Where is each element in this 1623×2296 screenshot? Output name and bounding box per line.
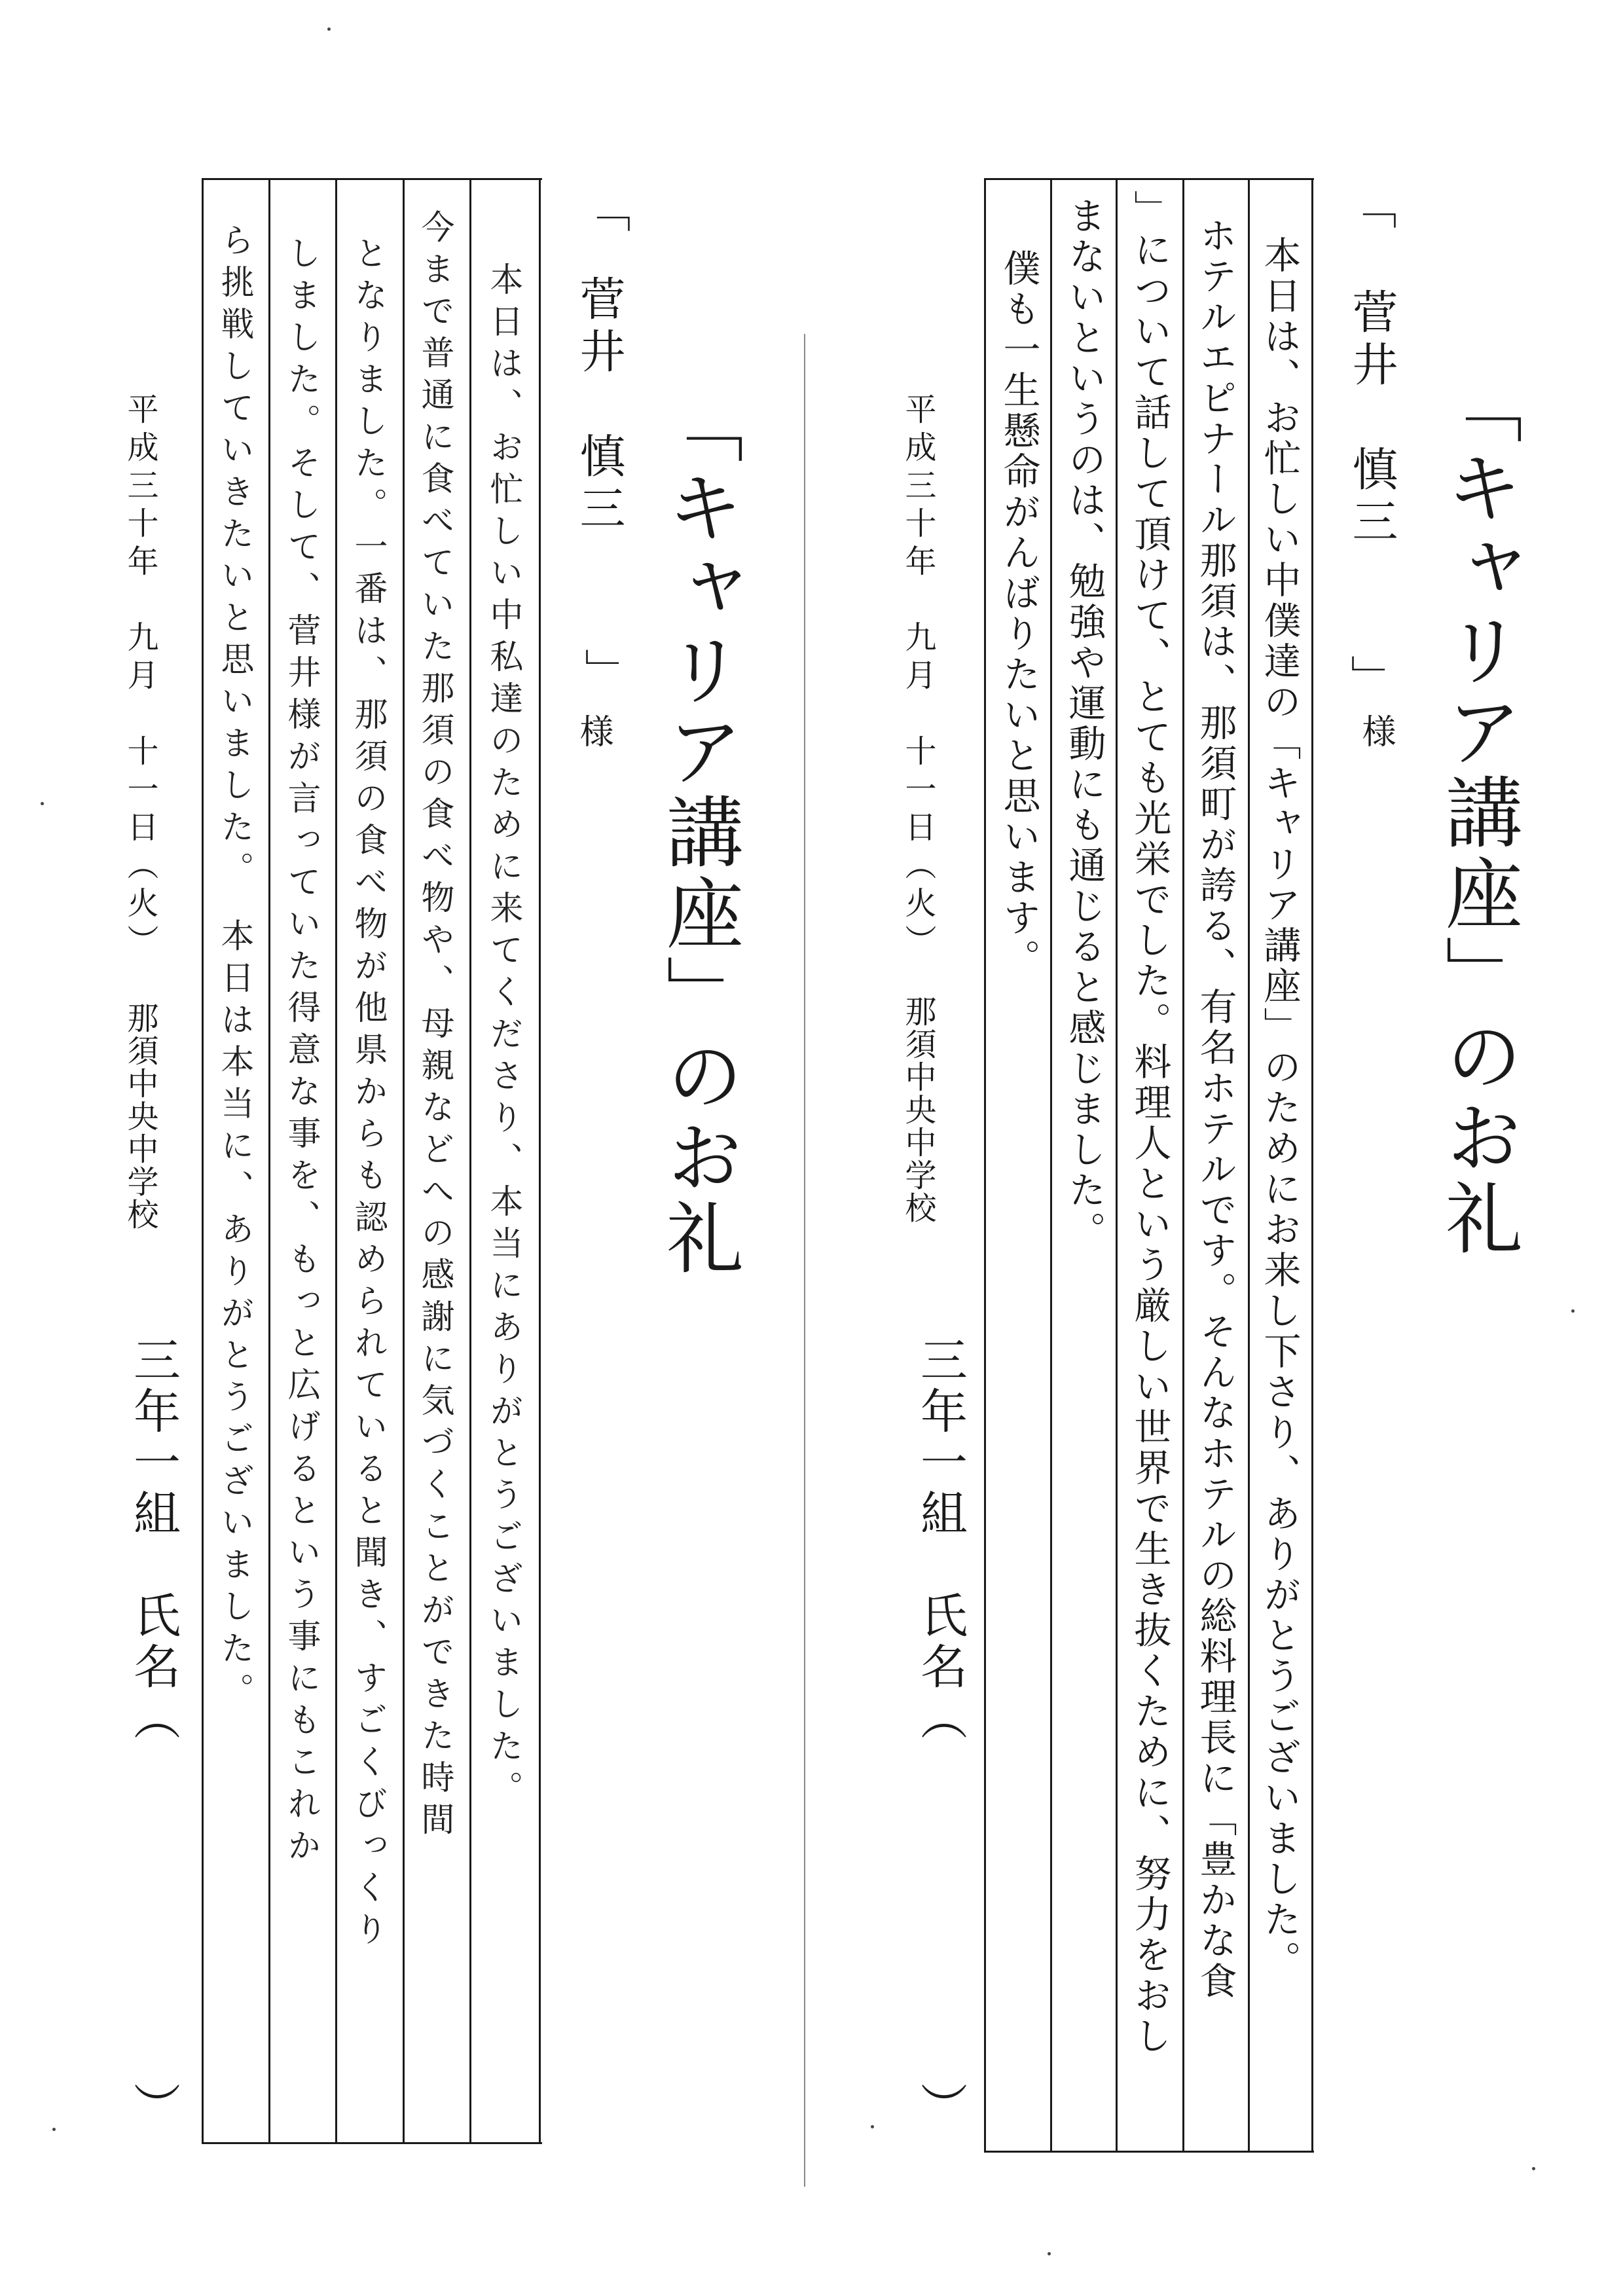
right-line-3: 」について話して頂けて、とても光栄でした。料理人という厳しい世界で生き抜くために、努力をおし (1128, 190, 1171, 2057)
left-letter-title: 「キャリア講座」のお礼 (653, 386, 744, 1279)
right-school: 那須中央中学校 (900, 995, 936, 1224)
scan-speck (327, 27, 331, 31)
left-recipient-close-bracket: 」 (577, 648, 631, 701)
right-rule-5 (1050, 178, 1052, 2153)
right-line-2: ホテルエピナール那須は、那須町が誇る、有名ホテルです。そんなホテルの総料理長に「豊かな食 (1194, 216, 1237, 2002)
right-recipient-close-bracket: 」 (1343, 655, 1397, 707)
scan-speck (1571, 1309, 1575, 1313)
right-date: 平成三十年 九月 十一日（火） (900, 393, 936, 962)
left-recipient-honorific: 様 (574, 714, 613, 748)
left-school: 那須中央中学校 (122, 1002, 158, 1231)
scan-speck (41, 802, 44, 805)
left-line-4: しました。そして、菅井様が言っていた得意な事を、もっと広げるという事にもこれか (282, 236, 320, 1870)
right-rule-3 (1182, 178, 1184, 2153)
right-line-1: 本日は、お忙しい中僕達の「キャリア講座」のためにお来し下さり、ありがとうございました。 (1258, 236, 1301, 1981)
left-rule-5 (268, 178, 270, 2144)
left-line-5: ら挑戦していきたいと思いました。 本日は本当に、ありがとうございました。 (215, 223, 253, 1715)
right-rule-4 (1116, 178, 1118, 2153)
right-class-name: 三年一組 氏名（ (913, 1336, 968, 1744)
right-name-close-bracket: ） (913, 2082, 968, 2129)
left-line-3: となりました。一番は、那須の食べ物が他県からも認められていると聞き、すごくびっくり (348, 236, 387, 1954)
right-box-bottom (984, 2151, 1314, 2153)
right-recipient-open-bracket: 「 (1343, 183, 1397, 236)
scan-speck (1048, 2252, 1051, 2255)
left-box-top (202, 178, 542, 180)
scan-speck (1532, 2167, 1535, 2170)
left-box-bottom (202, 2142, 542, 2144)
left-recipient-name: 菅井 慎三 (572, 275, 626, 537)
scan-speck (52, 2128, 56, 2131)
left-line-2: 今まで普通に食べていた那須の食べ物や、母親などへの感謝に気づくことができた時間 (415, 210, 454, 1844)
right-recipient-honorific: 様 (1356, 714, 1395, 748)
right-rule-1 (1311, 178, 1313, 2153)
left-name-close-bracket: ） (126, 2082, 181, 2129)
right-rule-6 (984, 178, 986, 2153)
left-recipient-open-bracket: 「 (577, 187, 631, 239)
left-line-1: 本日は、お忙しい中私達のために来てくださり、本当にありがとうございました。 (484, 262, 522, 1812)
page-fold-line (804, 334, 805, 2187)
left-rule-1 (539, 178, 541, 2144)
left-rule-3 (403, 178, 405, 2144)
left-rule-2 (469, 178, 471, 2144)
right-line-4: まないというのは、勉強や運動にも通じると感じました。 (1063, 196, 1106, 1252)
left-rule-6 (202, 178, 204, 2144)
scan-speck (871, 2125, 874, 2128)
right-letter-title: 「キャリア講座」のお礼 (1432, 367, 1523, 1260)
right-box-top (984, 178, 1314, 180)
left-date: 平成三十年 九月 十一日（火） (122, 393, 158, 962)
left-class-name: 三年一組 氏名（ (126, 1336, 181, 1744)
right-rule-2 (1248, 178, 1250, 2153)
right-line-5: 僕も一生懸命がんばりたいと思います。 (997, 249, 1040, 979)
right-recipient-name: 菅井 慎三 (1345, 288, 1398, 550)
left-rule-4 (335, 178, 337, 2144)
